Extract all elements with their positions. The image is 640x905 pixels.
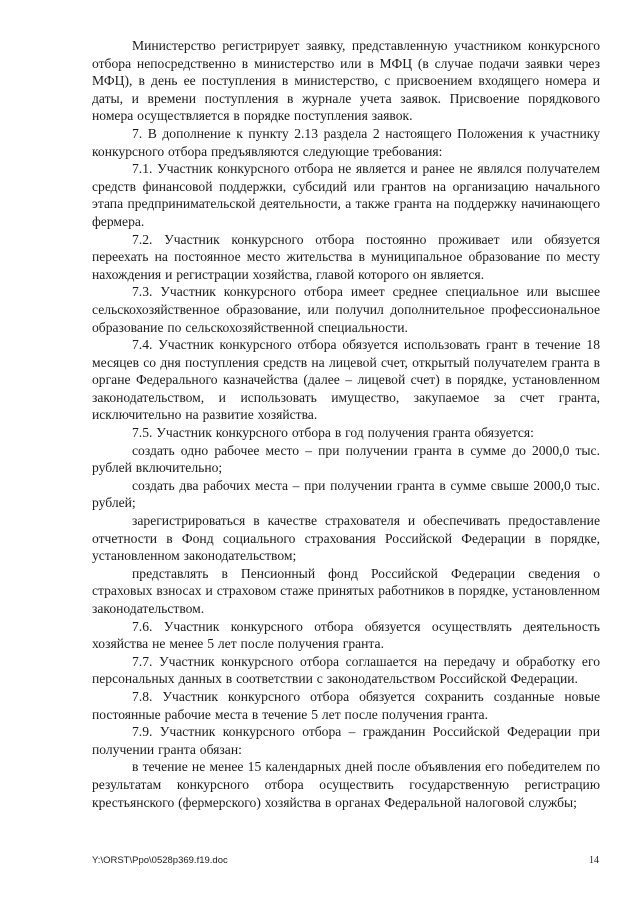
paragraph-7-6: 7.6. Участник конкурсного отбора обязуется осуществлять деятельность хозяйства не менее 5 лет после получения гранта.: [92, 618, 600, 652]
paragraph-7-1: 7.1. Участник конкурсного отбора не является и ранее не являлся получателем средств финансовой поддержки, субсидий или грантов на организацию начального этапа предпринимательской деятельности, а также гранта на поддержку начинающего фермера.: [92, 161, 600, 229]
paragraph-registration: Министерство регистрирует заявку, представленную участником конкурсного отбора непосредственно в министерство или в МФЦ (в случае подачи заявки через МФЦ), в день ее поступления в министерство, с присвоением входящего номера и даты, и времени поступления в журнале учета заявок. Присвоение порядкового номера осуществляется в порядке поступления заявок.: [92, 38, 600, 124]
document-page: [92, 37, 600, 811]
page-number: 14: [589, 855, 599, 866]
paragraph-7-4: 7.4. Участник конкурсного отбора обязуется использовать грант в течение 18 месяцев со дня поступления средств на лицевой счет, открытый получателем гранта в органе Федерального казначейства (далее – лицевой счет) в порядке, установленном законодательством, и использовать имущество, закупаемое за счет гранта, исключительно на развитие хозяйства.: [92, 337, 600, 423]
paragraph-7-8: 7.8. Участник конкурсного отбора обязуется сохранить созданные новые постоянные рабочие места в течение 5 лет после получения гранта.: [92, 688, 600, 722]
paragraph-7-5: 7.5. Участник конкурсного отбора в год получения гранта обязуется:: [132, 425, 534, 441]
list-item-two-jobs: создать два рабочих места – при получении гранта в сумме свыше 2000,0 тыс. рублей;: [92, 477, 600, 511]
list-item-pension-fund: представлять в Пенсионный фонд Российской Федерации сведения о страховых взносах и страховом стаже принятых работников в порядке, установленном законодательством.: [92, 565, 600, 616]
list-item-state-registration: в течение не менее 15 календарных дней после объявления его победителем по результатам конкурсного отбора осуществить государственную регистрацию крестьянского (фермерского) хозяйства в органах Федеральной налоговой службы;: [92, 759, 600, 810]
paragraph-7: 7. В дополнение к пункту 2.13 раздела 2 настоящего Положения к участнику конкурсного отбора предъявляются следующие требования:: [92, 125, 600, 159]
list-item-register-insurer: зарегистрироваться в качестве страхователя и обеспечивать предоставление отчетности в Фонд социального страхования Российской Федерации в порядке, установленном законодательством;: [92, 513, 600, 564]
paragraph-7-3: 7.3. Участник конкурсного отбора имеет среднее специальное или высшее сельскохозяйственное образование, или получил дополнительное профессиональное образование по сельскохозяйственной специальности.: [92, 284, 600, 335]
list-item-one-job: создать одно рабочее место – при получении гранта в сумме до 2000,0 тыс. рублей включительно;: [92, 442, 600, 476]
paragraph-7-7: 7.7. Участник конкурсного отбора соглашается на передачу и обработку его персональных данных в соответствии с законодательством Российской Федерации.: [92, 653, 600, 687]
paragraph-7-9: 7.9. Участник конкурсного отбора – гражданин Российской Федерации при получении гранта обязан:: [92, 724, 600, 757]
footer-file-path: Y:\ORST\Ppo\0528p369.f19.doc: [92, 855, 228, 866]
paragraph-7-2: 7.2. Участник конкурсного отбора постоянно проживает или обязуется переехать на постоянное место жительства в муниципальное образование по месту нахождения и регистрации хозяйства, главой которого он является.: [92, 231, 600, 282]
